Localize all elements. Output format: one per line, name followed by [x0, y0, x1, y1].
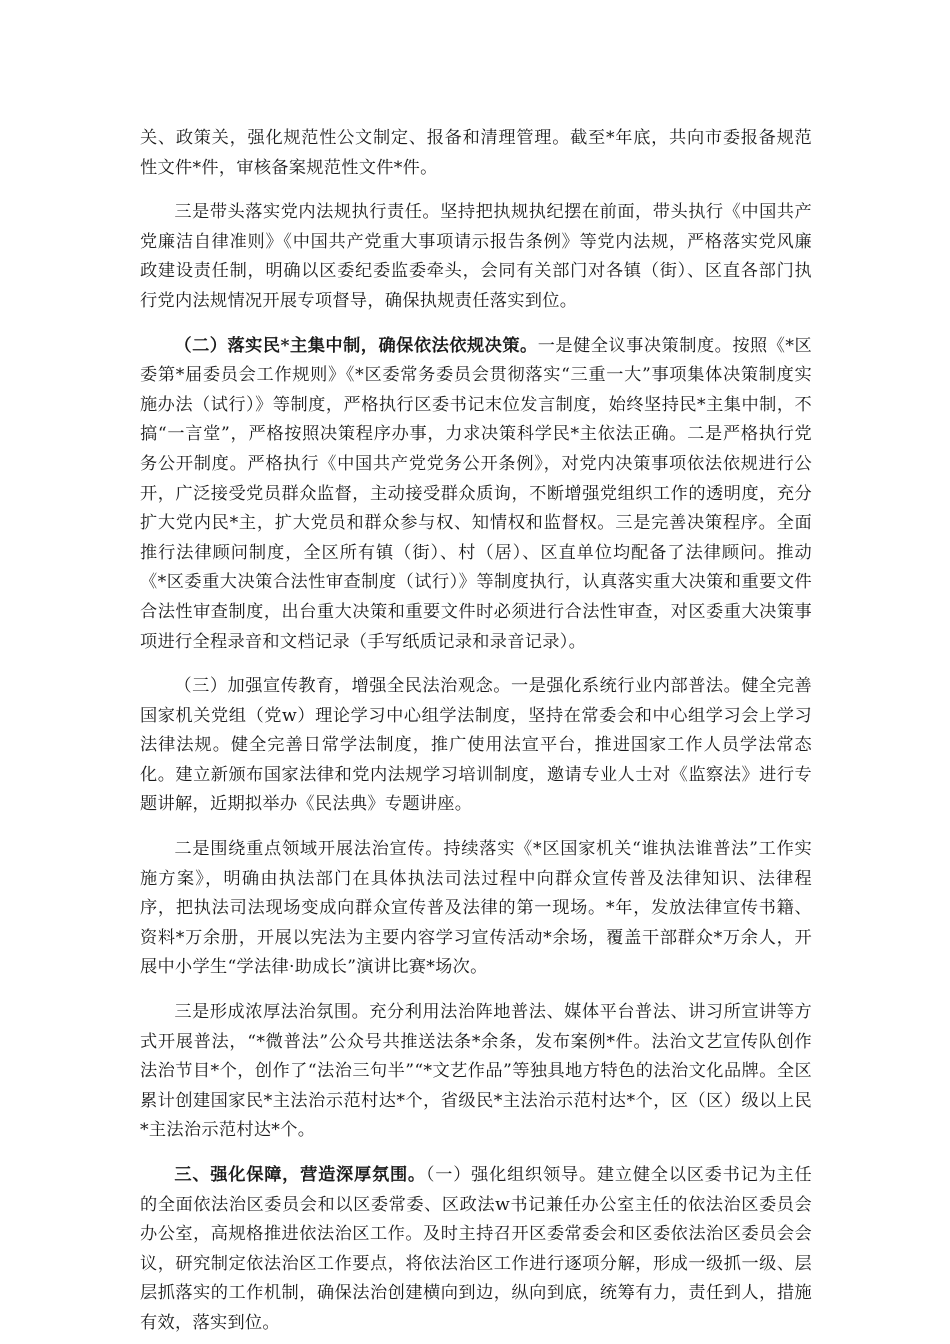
paragraph-2-text: 三是带头落实党内法规执行责任。坚持把执规执纪摆在前面，带头执行《中国共产党廉洁自律准则》《中国共产党重大事项请示报告条例》等党内法规，严格落实党风廉政建设责任制，明确以区委纪委监委牵头，会同有关部门对各镇（街）、区直各部门执行党内法规情况开展专项督导，确保执规责任落实到位。 [140, 202, 812, 311]
paragraph-4-text: （三）加强宣传教育，增强全民法治观念。一是强化系统行业内部普法。健全完善国家机关党组（党w）理论学习中心组学法制度，坚持在常委会和中心组学习会上学习法律法规。健全完善日常学法制度，推广使用法宣平台，推进国家工作人员学法常态化。建立新颁布国家法律和党内法规学习培训制度，邀请专业人士对《监察法》进行专题讲解，近期拟举办《民法典》专题讲座。 [140, 676, 812, 815]
paragraph-gap [140, 1146, 812, 1161]
paragraph-6 [140, 998, 812, 1146]
paragraph-6-text: 三是形成浓厚法治氛围。充分利用法治阵地普法、媒体平台普法、讲习所宣讲等方式开展普法，“*微普法”公众号共推送法条*余条，发布案例*件。法治文艺宣传队创作法治节目*个，创作了“法治三句半”“*文艺作品”等独具地方特色的法治文化品牌。全区累计创建国家民*主法治示范村达*个，省级民*主法治示范村达*个，区（区）级以上民*主法治示范村达*个。 [140, 1002, 812, 1141]
paragraph-2 [140, 198, 812, 316]
section-heading-2: （二）落实民*主集中制，确保依法依规决策。 [174, 335, 538, 356]
paragraph-gap [140, 183, 812, 198]
paragraph-7-text: （一）强化组织领导。建立健全以区委书记为主任的全面依法治区委员会和以区委常委、区政法w书记兼任办公室主任的依法治区委员会办公室，高规格推进依法治区工作。及时主持召开区委常委会和区委依法治区委员会会议，研究制定依法治区工作要点，将依法治区工作进行逐项分解，形成一级抓一级、层层抓落实的工作机制，确保法治创建横向到边，纵向到底，统筹有力，责任到人，措施有效，落实到位。 [140, 1165, 812, 1333]
paragraph-gap [140, 983, 812, 998]
document-page [140, 124, 812, 1339]
paragraph-gap [140, 657, 812, 672]
paragraph-5-text: 二是围绕重点领域开展法治宣传。持续落实《*区国家机关“谁执法谁普法”工作实施方案》，明确由执法部门在具体执法司法过程中向群众宣传普及法律知识、法律程序，把执法司法现场变成向群众宣传普及法律的第一现场。*年，发放法律宣传书籍、资料*万余册，开展以宪法为主要内容学习宣传活动*余场，覆盖干部群众*万余人，开展中小学生“学法律·助成长”演讲比赛*场次。 [140, 839, 812, 978]
paragraph-3-text: 一是健全议事决策制度。按照《*区委第*届委员会工作规则》《*区委常务委员会贯彻落实“三重一大”事项集体决策制度实施办法（试行）》等制度，严格执行区委书记末位发言制度，始终坚持民*主集中制，不搞“一言堂”，严格按照决策程序办事，力求决策科学民*主依法正确。二是严格执行党务公开制度。严格执行《中国共产党党务公开条例》，对党内决策事项依法依规进行公开，广泛接受党员群众监督，主动接受群众质询，不断增强党组织工作的透明度，充分扩大党内民*主，扩大党员和群众参与权、知情权和监督权。三是完善决策程序。全面推行法律顾问制度，全区所有镇（街）、村（居）、区直单位均配备了法律顾问。推动《*区委重大决策合法性审查制度（试行）》等制度执行，认真落实重大决策和重要文件合法性审查制度，出台重大决策和重要文件时必须进行合法性审查，对区委重大决策事项进行全程录音和文档记录（手写纸质记录和录音记录）。 [140, 335, 812, 652]
paragraph-4 [140, 672, 812, 820]
paragraph-gap [140, 820, 812, 835]
paragraph-7 [140, 1161, 812, 1339]
paragraph-gap [140, 317, 812, 332]
paragraph-3 [140, 332, 812, 658]
paragraph-1 [140, 124, 812, 183]
paragraph-5 [140, 835, 812, 983]
section-heading-3: 三、强化保障，营造深厚氛围。 [174, 1165, 426, 1185]
paragraph-1-text: 关、政策关，强化规范性公文制定、报备和清理管理。截至*年底，共向市委报备规范性文件*件，审核备案规范性文件*件。 [140, 128, 812, 178]
